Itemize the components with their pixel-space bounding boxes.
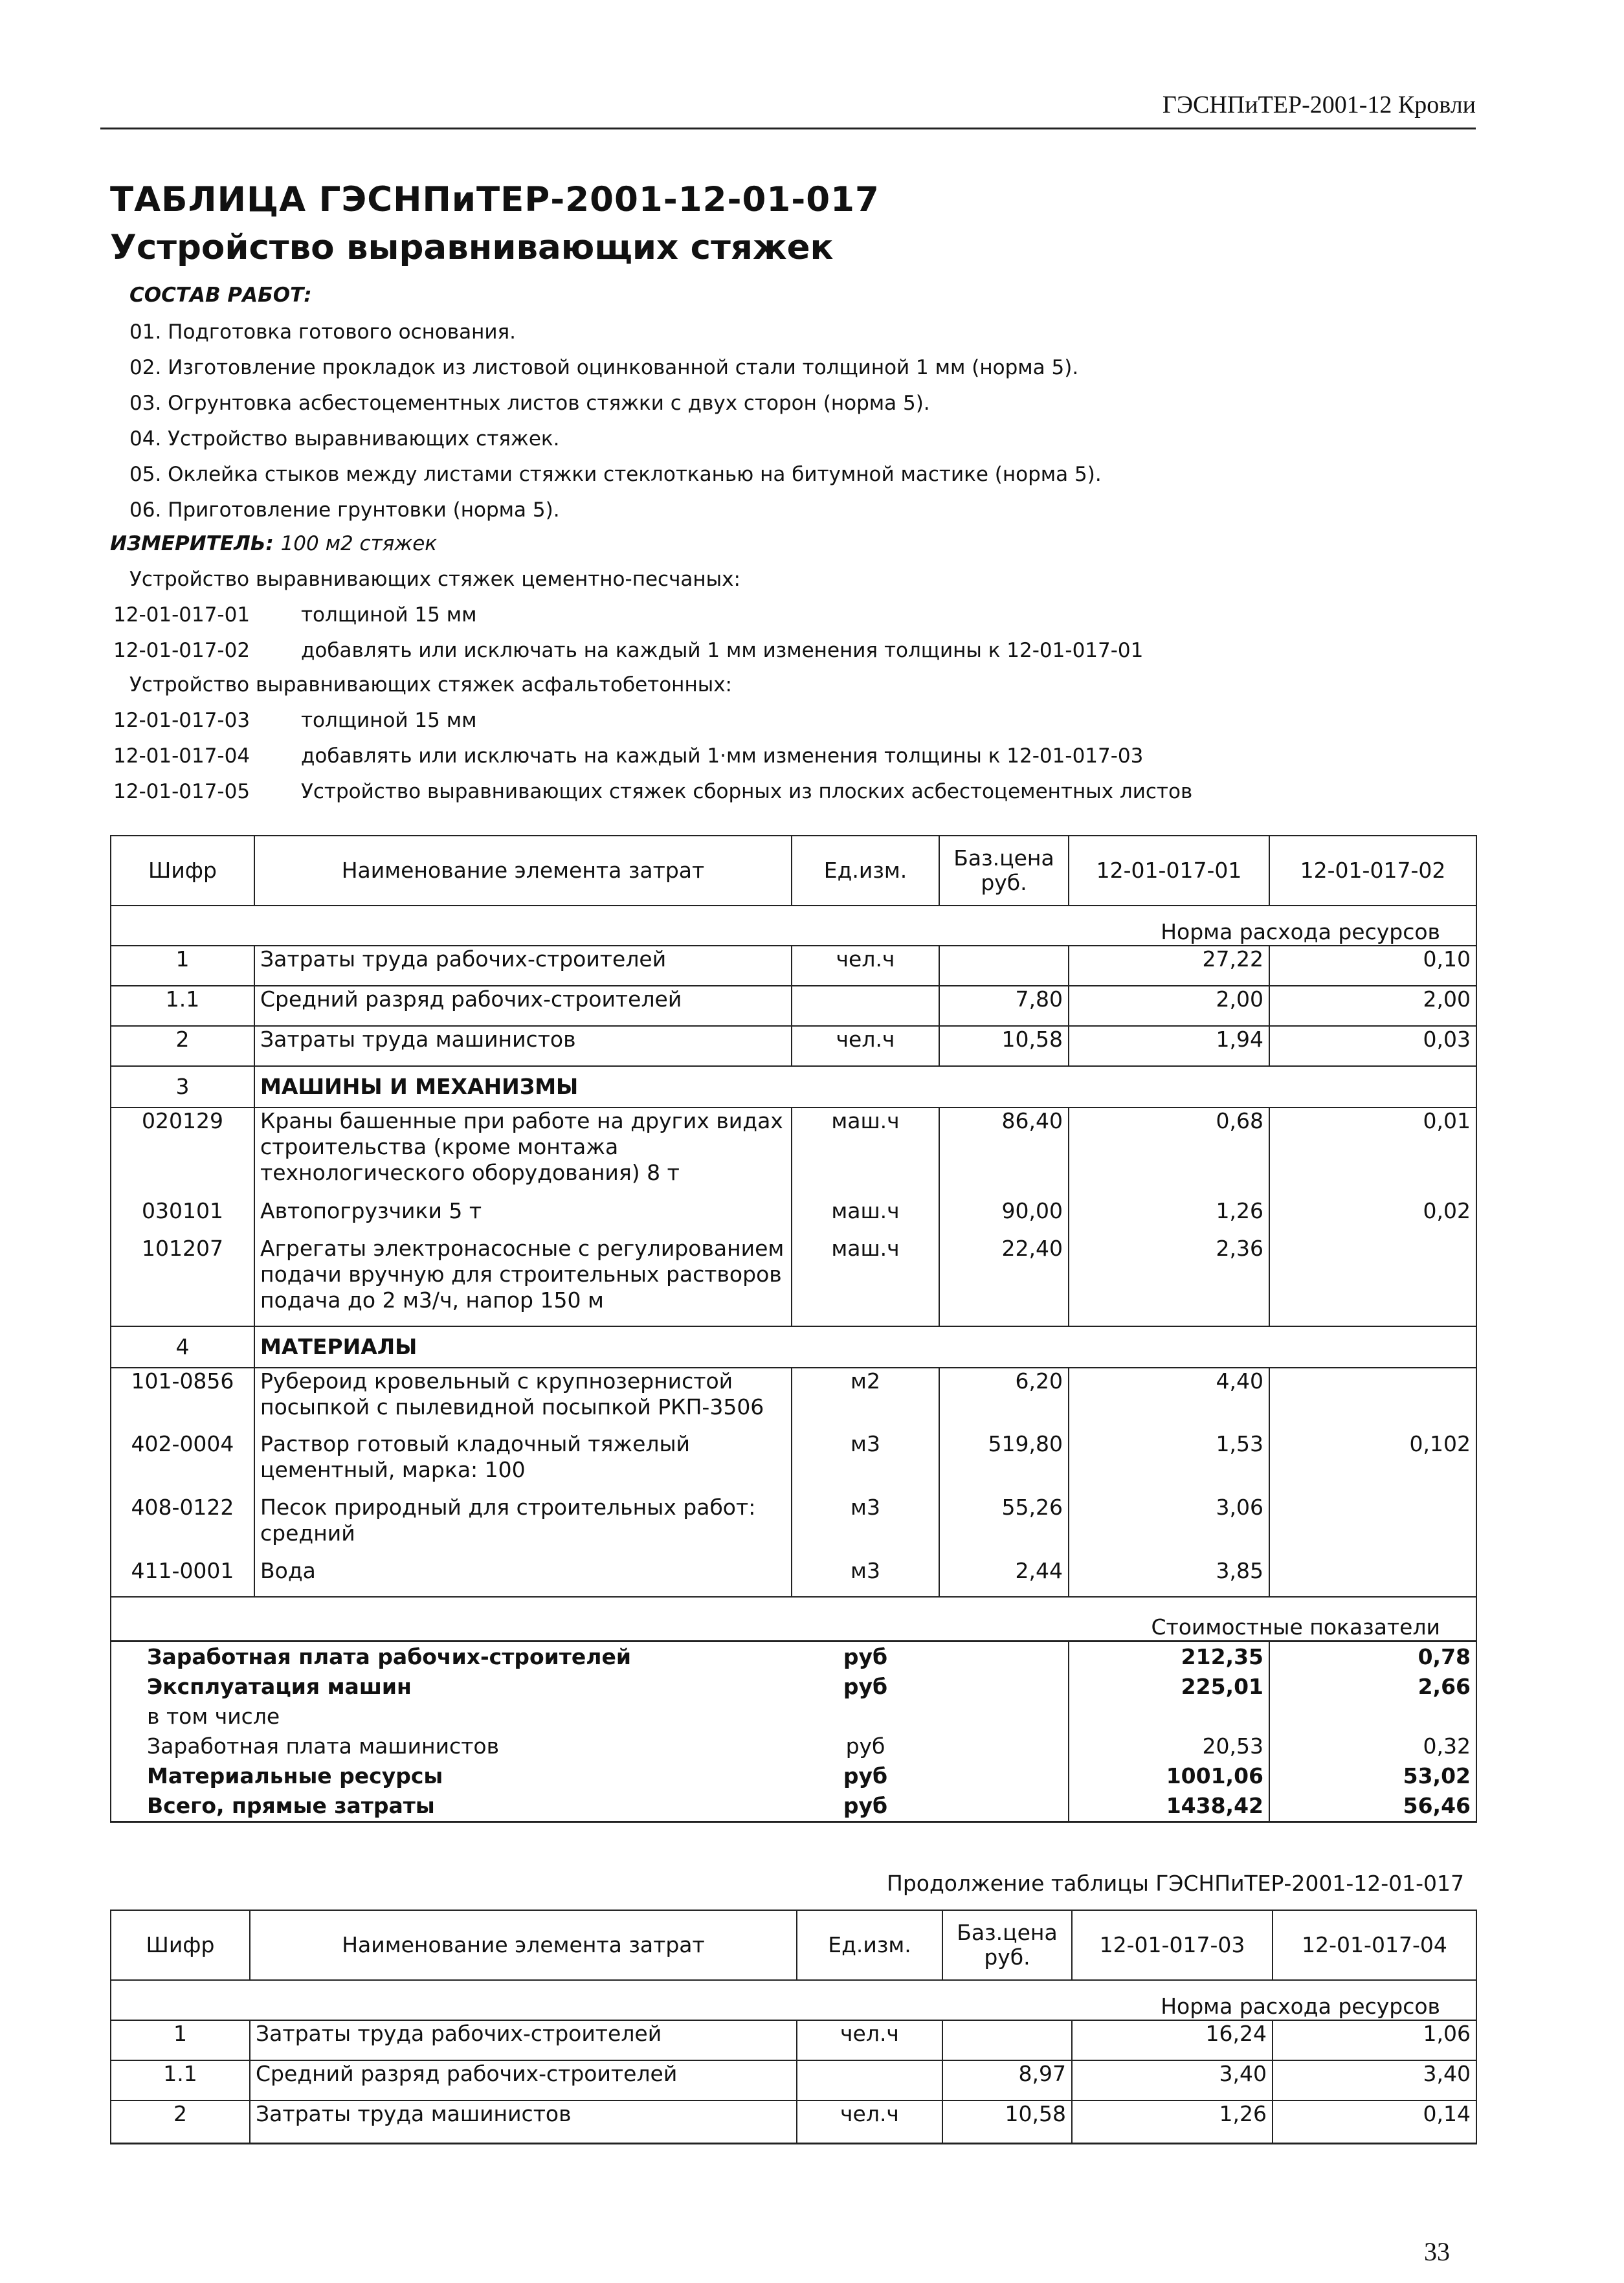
header-rule (100, 128, 1476, 129)
row-value-2 (1269, 1558, 1476, 1597)
row-unit: м3 (792, 1495, 939, 1558)
table-row (111, 1368, 1476, 1431)
norms-table-main (110, 835, 1477, 1823)
row-value-1: 0,68 (1069, 1108, 1269, 1198)
cost-value-2: 56,46 (1269, 1791, 1476, 1822)
row-price: 10,58 (942, 2100, 1072, 2143)
row-name: Рубероид кровельный с крупнозернистой посыпкой с пылевидной посыпкой РКП-3506 (254, 1368, 792, 1431)
table-row (111, 1198, 1476, 1236)
row-name: Автопогрузчики 5 т (254, 1198, 792, 1236)
norm-label-row (111, 1980, 1476, 2020)
table-title: ТАБЛИЦА ГЭСНПиТЕР-2001-12-01-017 (110, 180, 880, 219)
row-value-2 (1269, 1368, 1476, 1431)
cost-value-2: 0,78 (1269, 1641, 1476, 1672)
header-name: Наименование элемента затрат (250, 1910, 797, 1980)
table-row (111, 1108, 1476, 1198)
cost-unit: руб (843, 1673, 888, 1699)
table-row (111, 946, 1476, 986)
cost-name: Заработная плата машинистов (111, 1732, 792, 1761)
cost-value-1: 1001,06 (1069, 1761, 1269, 1791)
row-code: 1.1 (111, 986, 254, 1026)
cost-name: Эксплуатация машин (111, 1672, 792, 1702)
norm-label: Норма расхода ресурсов (111, 906, 1476, 946)
section-name: МАТЕРИАЛЫ (254, 1326, 1476, 1368)
header-unit: Ед.изм. (792, 836, 939, 906)
table-row (111, 1236, 1476, 1326)
cost-value-2: 2,66 (1269, 1672, 1476, 1702)
row-value-1: 3,06 (1069, 1495, 1269, 1558)
row-price: 8,97 (942, 2060, 1072, 2100)
cost-name: Материальные ресурсы (111, 1761, 792, 1791)
table-row (111, 2060, 1476, 2100)
table-subtitle: Устройство выравнивающих стяжек (110, 228, 834, 267)
cost-unit: руб (843, 1763, 888, 1788)
cost-value-1: 225,01 (1069, 1672, 1269, 1702)
row-price: 6,20 (939, 1368, 1069, 1431)
norm-label: Норма расхода ресурсов (111, 1980, 1476, 2020)
norm-code: 12-01-017-04 (113, 744, 250, 768)
row-unit: м3 (792, 1431, 939, 1495)
work-item: 02. Изготовление прокладок из листовой оцинкованной стали толщиной 1 мм (норма 5). (129, 356, 1079, 379)
row-value-2: 3,40 (1273, 2060, 1476, 2100)
header-col2: 12-01-017-04 (1273, 1910, 1476, 1980)
row-value-2: 0,01 (1269, 1108, 1476, 1198)
header-price: Баз.цена руб. (939, 836, 1069, 906)
row-name: Затраты труда машинистов (254, 1026, 792, 1066)
table-row (111, 2100, 1476, 2143)
row-value-1: 1,26 (1072, 2100, 1273, 2143)
cost-label-row (111, 1597, 1476, 1641)
cost-unit: руб (792, 1641, 939, 1672)
meter-row (110, 532, 437, 555)
table-row (111, 1431, 1476, 1495)
row-code: 1.1 (111, 2060, 250, 2100)
cost-row (111, 1732, 1476, 1761)
cost-value-1: 1438,42 (1069, 1791, 1269, 1822)
section-name: МАШИНЫ И МЕХАНИЗМЫ (254, 1066, 1476, 1108)
row-name: Средний разряд рабочих-строителей (250, 2060, 797, 2100)
header-unit: Ед.изм. (797, 1910, 942, 1980)
header-code: Шифр (111, 836, 254, 906)
cost-value-2: 53,02 (1269, 1761, 1476, 1791)
row-unit: чел.ч (797, 2100, 942, 2143)
row-value-1: 27,22 (1069, 946, 1269, 986)
cost-name: Всего, прямые затраты (111, 1791, 792, 1822)
cost-row (111, 1641, 1476, 1672)
row-name: Агрегаты электронасосные с регулированием подачи вручную для строительных растворов подача до 2 м3/ч, напор 150 м (254, 1236, 792, 1326)
cost-unit: руб (845, 1733, 885, 1759)
table-row (111, 986, 1476, 1026)
row-value-2 (1269, 1495, 1476, 1558)
cost-value-1: 20,53 (1069, 1732, 1269, 1761)
row-value-2: 0,10 (1269, 946, 1476, 986)
page-number: 33 (1424, 2237, 1450, 2266)
table-row (111, 1026, 1476, 1066)
continuation-label: Продолжение таблицы ГЭСНПиТЕР-2001-12-01-017 (887, 1871, 1465, 1896)
row-code: 2 (111, 1026, 254, 1066)
running-header: ГЭСНПиТЕР-2001-12 Кровли (1162, 91, 1476, 118)
norm-code: 12-01-017-02 (113, 639, 250, 662)
norm-description: добавлять или исключать на каждый 1 мм изменения толщины к 12-01-017-01 (301, 639, 1144, 662)
section-row-materials (111, 1326, 1476, 1368)
row-value-1: 1,26 (1069, 1198, 1269, 1236)
row-unit: маш.ч (792, 1108, 939, 1198)
cost-value-1: 212,35 (1069, 1641, 1269, 1672)
row-value-2 (1269, 1236, 1476, 1326)
cost-label: Стоимостные показатели (111, 1597, 1476, 1641)
row-value-2: 1,06 (1273, 2020, 1476, 2060)
work-item: 03. Огрунтовка асбестоцементных листов стяжки с двух сторон (норма 5). (129, 392, 930, 415)
row-name: Раствор готовый кладочный тяжелый цементный, марка: 100 (254, 1431, 792, 1495)
row-value-2: 0,02 (1269, 1198, 1476, 1236)
table-row (111, 1558, 1476, 1597)
row-value-2: 0,102 (1269, 1431, 1476, 1495)
cost-row (111, 1672, 1476, 1702)
row-code: 101-0856 (111, 1368, 254, 1431)
row-price: 90,00 (939, 1198, 1069, 1236)
cost-value-1 (1069, 1702, 1269, 1732)
row-value-1: 3,85 (1069, 1558, 1269, 1597)
norm-code: 12-01-017-05 (113, 780, 250, 803)
row-unit: чел.ч (792, 946, 939, 986)
cost-unit: руб (792, 1791, 939, 1822)
cost-unit (792, 1702, 939, 1732)
row-code: 411-0001 (111, 1558, 254, 1597)
row-code: 101207 (111, 1236, 254, 1326)
norm-description: толщиной 15 мм (301, 603, 477, 627)
row-price: 7,80 (939, 986, 1069, 1026)
row-unit: чел.ч (792, 1026, 939, 1066)
row-name: Затраты труда рабочих-строителей (254, 946, 792, 986)
row-code: 020129 (111, 1108, 254, 1198)
row-price: 10,58 (939, 1026, 1069, 1066)
table-header-row (111, 1910, 1476, 1980)
row-value-2: 0,03 (1269, 1026, 1476, 1066)
norm-description: толщиной 15 мм (301, 709, 477, 732)
row-unit (797, 2060, 942, 2100)
header-code: Шифр (111, 1910, 250, 1980)
cost-row (111, 1761, 1476, 1791)
section-code: 3 (111, 1066, 254, 1108)
row-value-1: 16,24 (1072, 2020, 1273, 2060)
row-value-2: 2,00 (1269, 986, 1476, 1026)
work-item: 05. Оклейка стыков между листами стяжки стеклотканью на битумной мастике (норма 5). (129, 463, 1102, 486)
row-code: 030101 (111, 1198, 254, 1236)
row-code: 1 (111, 946, 254, 986)
row-unit: маш.ч (792, 1236, 939, 1326)
row-name: Песок природный для строительных работ: средний (254, 1495, 792, 1558)
row-name: Средний разряд рабочих-строителей (254, 986, 792, 1026)
row-name: Краны башенные при работе на других видах строительства (кроме монтажа технологического оборудования) 8 т (254, 1108, 792, 1198)
row-unit: м2 (792, 1368, 939, 1431)
row-value-1: 1,53 (1069, 1431, 1269, 1495)
header-col2: 12-01-017-02 (1269, 836, 1476, 906)
header-name: Наименование элемента затрат (254, 836, 792, 906)
header-price: Баз.цена руб. (942, 1910, 1072, 1980)
row-code: 408-0122 (111, 1495, 254, 1558)
row-unit: м3 (792, 1558, 939, 1597)
header-col1: 12-01-017-01 (1069, 836, 1269, 906)
row-value-1: 3,40 (1072, 2060, 1273, 2100)
row-price (939, 946, 1069, 986)
row-value-1: 2,36 (1069, 1236, 1269, 1326)
work-composition-label: СОСТАВ РАБОТ: (129, 284, 312, 307)
cost-value-2: 0,32 (1269, 1732, 1476, 1761)
table-row (111, 1495, 1476, 1558)
row-code: 1 (111, 2020, 250, 2060)
row-code: 2 (111, 2100, 250, 2143)
row-price (942, 2020, 1072, 2060)
section-code: 4 (111, 1326, 254, 1368)
row-price: 55,26 (939, 1495, 1069, 1558)
cost-name: Заработная плата рабочих-строителей (111, 1641, 792, 1672)
norm-code: 12-01-017-03 (113, 709, 250, 732)
row-price: 86,40 (939, 1108, 1069, 1198)
row-value-1: 2,00 (1069, 986, 1269, 1026)
group-heading-asphalt: Устройство выравнивающих стяжек асфальтобетонных: (129, 673, 732, 696)
table-row (111, 2020, 1476, 2060)
row-unit (792, 986, 939, 1026)
row-unit: маш.ч (792, 1198, 939, 1236)
cost-name: в том числе (111, 1702, 792, 1732)
row-name: Вода (254, 1558, 792, 1597)
cost-value-2 (1269, 1702, 1476, 1732)
meter-value: 100 м2 стяжек (280, 532, 438, 555)
cost-row (111, 1791, 1476, 1822)
row-name: Затраты труда рабочих-строителей (250, 2020, 797, 2060)
row-value-1: 4,40 (1069, 1368, 1269, 1431)
work-item: 06. Приготовление грунтовки (норма 5). (129, 498, 560, 522)
row-value-2: 0,14 (1273, 2100, 1476, 2143)
row-price: 2,44 (939, 1558, 1069, 1597)
norm-label-row (111, 906, 1476, 946)
row-name: Затраты труда машинистов (250, 2100, 797, 2143)
row-value-1: 1,94 (1069, 1026, 1269, 1066)
norm-description: добавлять или исключать на каждый 1·мм изменения толщины к 12-01-017-03 (301, 744, 1144, 768)
norm-description: Устройство выравнивающих стяжек сборных из плоских асбестоцементных листов (301, 780, 1193, 803)
work-item: 04. Устройство выравнивающих стяжек. (129, 427, 560, 451)
row-price: 519,80 (939, 1431, 1069, 1495)
row-unit: чел.ч (797, 2020, 942, 2060)
table-header-row (111, 836, 1476, 906)
work-item: 01. Подготовка готового основания. (129, 320, 517, 344)
cost-row (111, 1702, 1476, 1732)
row-price: 22,40 (939, 1236, 1069, 1326)
header-col1: 12-01-017-03 (1072, 1910, 1273, 1980)
row-code: 402-0004 (111, 1431, 254, 1495)
norm-code: 12-01-017-01 (113, 603, 250, 627)
section-row-machines (111, 1066, 1476, 1108)
group-heading-cement: Устройство выравнивающих стяжек цементно-песчаных: (129, 568, 740, 591)
meter-label: ИЗМЕРИТЕЛЬ: (110, 532, 274, 555)
norms-table-continuation (110, 1910, 1477, 2144)
